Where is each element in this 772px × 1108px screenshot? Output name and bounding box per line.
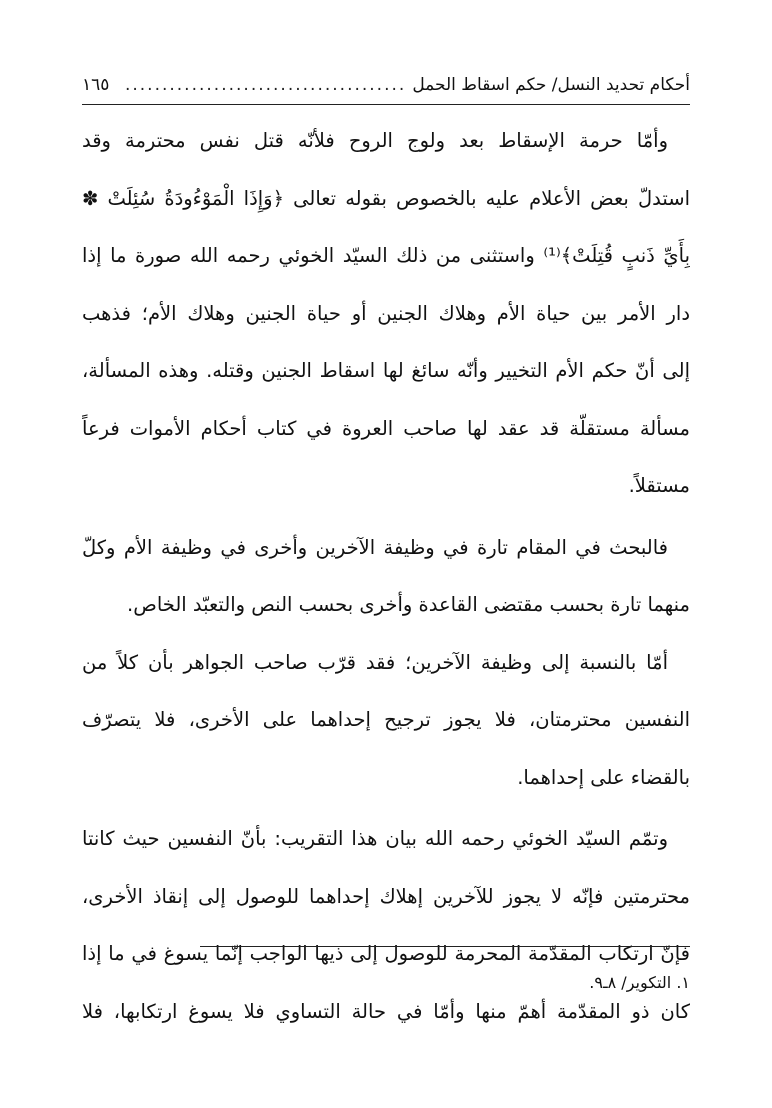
paragraph-2	[82, 519, 690, 634]
text-line: مسألة مستقلّة قد عقد لها صاحب العروة في كتاب أحكام الأموات فرعاً	[82, 416, 690, 440]
text-line: محترمتين فإنّه لا يجوز للآخرين إهلاك إحداهما للوصول إلى إنقاذ الأخرى،	[82, 884, 690, 908]
header-title: أحكام تحديد النسل/ حكم اسقاط الحمل	[412, 75, 690, 95]
text-line: وأمّا حرمة الإسقاط بعد ولوج الروح فلأنّه قتل نفس محترمة وقد	[82, 129, 668, 152]
header-rule	[82, 104, 690, 105]
text-line: إلى أنّ حكم الأم التخيير وأنّه سائغ لها اسقاط الجنين وقتله. وهذه المسألة،	[82, 359, 690, 382]
main-text	[82, 112, 690, 1040]
paragraph-3	[82, 634, 690, 807]
text-line: دار الأمر بين حياة الأم وهلاك الجنين أو حياة الجنين وهلاك الأم؛ فذهب	[82, 301, 690, 325]
text-line: منهما تارة بحسب مقتضى القاعدة وأخرى بحسب النص والتعبّد الخاص.	[127, 593, 690, 616]
paragraph-4	[82, 810, 690, 1040]
footnote-rule	[200, 946, 690, 947]
text-line: بِأَيِّ ذَنبٍ قُتِلَتْ﴾⁽¹⁾ واستثنى من ذلك السيّد الخوئي رحمه الله صورة ما إذا	[82, 244, 690, 267]
text-line: بالقضاء على إحداهما.	[517, 765, 690, 789]
header-leader-dots: ......................................	[124, 75, 407, 95]
text-line: مستقلاً.	[628, 474, 690, 497]
page-number: ١٦٥	[82, 75, 110, 95]
text-line: أمّا بالنسبة إلى وظيفة الآخرين؛ فقد قرّب صاحب الجواهر بأن كلاً من	[82, 650, 668, 674]
text-line: فالبحث في المقام تارة في وظيفة الآخرين وأخرى في وظيفة الأم وكلّ	[82, 535, 668, 559]
running-header	[82, 68, 690, 102]
text-line: كان ذو المقدّمة أهمّ منها وأمّا في حالة التساوي فلا يسوغ ارتكابها، فلا	[82, 999, 690, 1023]
text-line: وتمّم السيّد الخوئي رحمه الله بيان هذا التقريب: بأنّ النفسين حيث كانتا	[82, 827, 668, 850]
text-line: استدلّ بعض الأعلام عليه بالخصوص بقوله تعالى ﴿وَإِذَا الْمَوْءُودَةُ سُئِلَتْ ✽	[82, 186, 690, 210]
paragraph-1	[82, 112, 690, 515]
text-line: فإنّ ارتكاب المقدّمة المحرمة للوصول إلى ذيها الواجب إنّما يسوغ في ما إذا	[82, 942, 690, 965]
text-line: النفسين محترمتان، فلا يجوز ترجيح إحداهما على الأخرى، فلا يتصرّف	[82, 708, 690, 731]
footnote: ١. التكوير/ ٨ـ٩.	[589, 973, 690, 992]
